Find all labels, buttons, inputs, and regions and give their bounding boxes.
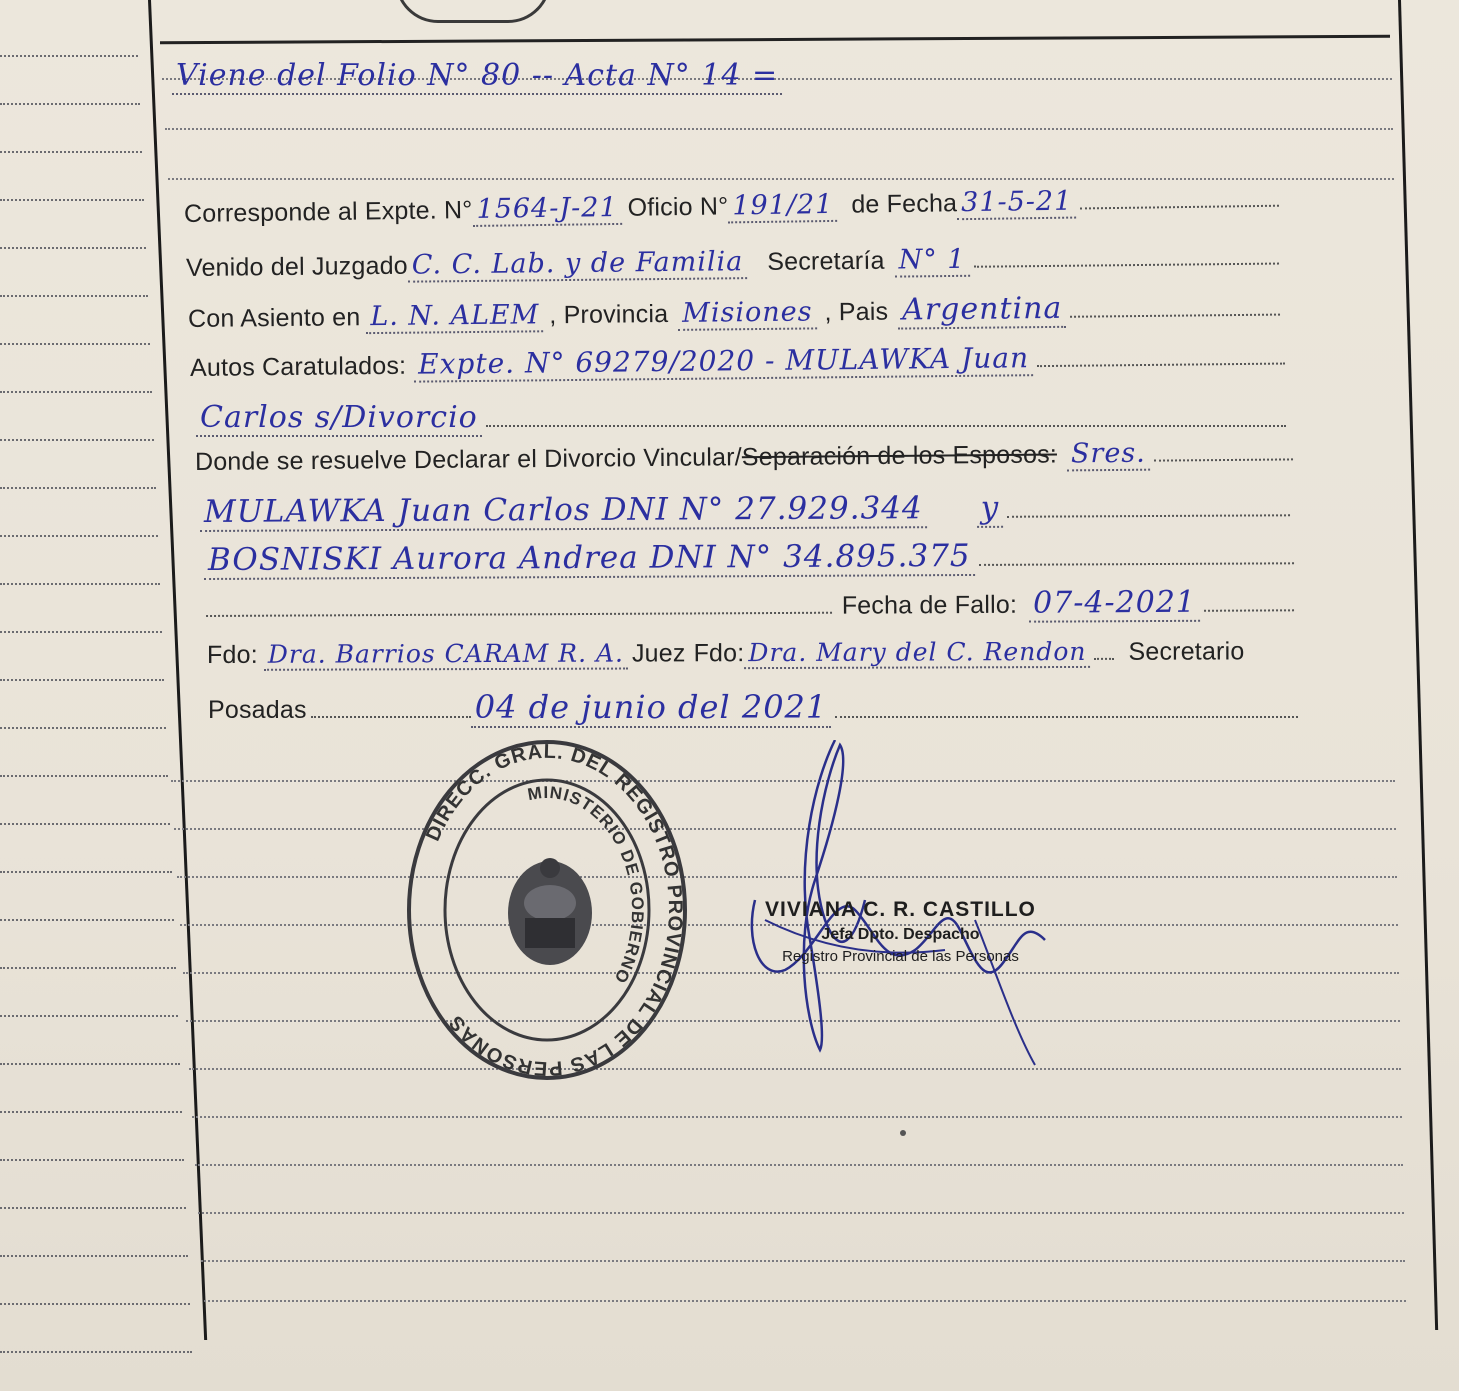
signer-name: VIVIANA C. R. CASTILLO xyxy=(765,898,1036,921)
margin-rule xyxy=(0,103,140,105)
right-border-rule xyxy=(1398,0,1438,1330)
fecha-label: de Fecha xyxy=(851,189,958,219)
form-rule xyxy=(198,1212,1404,1214)
asiento-row xyxy=(188,289,1280,337)
resuelve-label: Donde se resuelve Declarar el Divorcio Vincular/ xyxy=(194,443,742,476)
autos-row xyxy=(190,339,1285,385)
expte-label: Corresponde al Expte. N° xyxy=(183,195,473,228)
form-rule xyxy=(192,1116,1402,1118)
asiento-value: L. N. ALEM xyxy=(366,299,543,334)
stamp-outer-text: DIRECC. GRAL. DEL REGISTRO PROVINCIAL DE LAS PERSONAS xyxy=(422,740,687,1080)
spouse2-row xyxy=(204,536,1294,580)
margin-rule xyxy=(0,583,160,585)
coat-of-arms-icon xyxy=(508,858,592,965)
margin-rule xyxy=(0,343,150,345)
fallo-row xyxy=(206,584,1294,627)
juzgado-row xyxy=(186,241,1279,285)
top-seal-fragment xyxy=(395,0,551,23)
form-rule xyxy=(165,128,1393,130)
secretario-label: Secretario xyxy=(1128,637,1245,666)
lugar-row xyxy=(208,688,1298,728)
form-rule xyxy=(201,1260,1405,1262)
margin-rule xyxy=(0,487,156,489)
margin-rule xyxy=(0,1303,190,1305)
margin-rule xyxy=(0,727,166,729)
margin-rule xyxy=(0,919,174,921)
oficio-value: 191/21 xyxy=(728,189,837,224)
continuation-note-row xyxy=(172,58,782,95)
margin-rule xyxy=(0,391,152,393)
left-margin-lines xyxy=(0,0,200,1391)
spouse1-value: MULAWKA Juan Carlos DNI N° 27.929.344 xyxy=(200,490,927,532)
margin-rule xyxy=(0,295,148,297)
margin-rule xyxy=(0,823,170,825)
fdo2-label: Fdo: xyxy=(693,639,745,668)
pais-label: , Pais xyxy=(824,297,889,327)
pais-value: Argentina xyxy=(898,291,1067,330)
margin-rule xyxy=(0,1351,192,1353)
margin-rule xyxy=(0,199,144,201)
autos-value-line2: Carlos s/Divorcio xyxy=(196,400,482,437)
asiento-label: Con Asiento en xyxy=(187,303,361,333)
margin-rule xyxy=(0,1255,188,1257)
margin-rule xyxy=(0,775,168,777)
margin-rule xyxy=(0,1159,184,1161)
autos-label: Autos Caratulados: xyxy=(189,351,407,382)
margin-rule xyxy=(0,439,154,441)
fallo-label: Fecha de Fallo: xyxy=(841,590,1018,620)
margin-rule xyxy=(0,1063,180,1065)
margin-rule xyxy=(0,1015,178,1017)
top-rule xyxy=(160,35,1390,44)
spouse1-row xyxy=(200,488,1290,532)
juez-label: Juez xyxy=(631,639,686,668)
form-rule xyxy=(204,1300,1406,1302)
margin-rule xyxy=(0,679,164,681)
continuation-note: Viene del Folio N° 80 -- Acta N° 14 = xyxy=(172,58,782,95)
resuelve-row xyxy=(195,436,1293,479)
margin-rule xyxy=(0,247,146,249)
margin-rule xyxy=(0,151,142,153)
signer-title: Jefa Dpto. Despacho xyxy=(821,926,980,943)
ink-speck xyxy=(900,1130,906,1136)
resuelve-value: Sres. xyxy=(1067,438,1150,472)
form-rule xyxy=(168,178,1394,180)
fdo-label: Fdo: xyxy=(206,640,258,669)
juzgado-value: C. C. Lab. y de Familia xyxy=(408,246,748,283)
provincia-value: Misiones xyxy=(678,296,817,330)
margin-rule xyxy=(0,55,138,57)
spouse2-value: BOSNISKI Aurora Andrea DNI N° 34.895.375 xyxy=(204,538,975,580)
margin-rule xyxy=(0,871,172,873)
secretario-value: Dra. Mary del C. Rendon xyxy=(744,637,1090,669)
margin-rule xyxy=(0,535,158,537)
signature-block xyxy=(765,898,1036,965)
margin-rule xyxy=(0,631,162,633)
lugar-value: 04 de junio del 2021 xyxy=(471,688,832,728)
provincia-label: , Provincia xyxy=(549,299,669,330)
resuelve-struck: Separación de los Esposos: xyxy=(741,440,1058,472)
official-stamp xyxy=(405,738,690,1083)
secretaria-value: N° 1 xyxy=(894,244,969,278)
oficio-label: Oficio N° xyxy=(627,192,729,222)
lugar-label: Posadas xyxy=(208,696,307,724)
spouse-connector: y xyxy=(977,490,1004,528)
form-rule xyxy=(195,1164,1403,1166)
fallo-value: 07-4-2021 xyxy=(1029,585,1200,623)
signer-org: Registro Provincial de las Personas xyxy=(782,948,1019,965)
autos-row-2 xyxy=(196,400,1286,437)
fecha-value: 31-5-21 xyxy=(957,186,1077,221)
margin-rule xyxy=(0,1111,182,1113)
autos-value-line1: Expte. N° 69279/2020 - MULAWKA Juan xyxy=(414,341,1033,382)
juzgado-label: Venido del Juzgado xyxy=(185,251,408,282)
expte-row xyxy=(184,183,1279,231)
margin-rule xyxy=(0,1207,186,1209)
expte-value: 1564-J-21 xyxy=(472,192,622,227)
firmas-row xyxy=(207,636,1297,671)
secretaria-label: Secretaría xyxy=(767,246,885,276)
stamp-inner-text: MINISTERIO DE GOBIERNO xyxy=(526,782,648,987)
juez-value: Dra. Barrios CARAM R. A. xyxy=(264,639,628,671)
margin-rule xyxy=(0,967,176,969)
